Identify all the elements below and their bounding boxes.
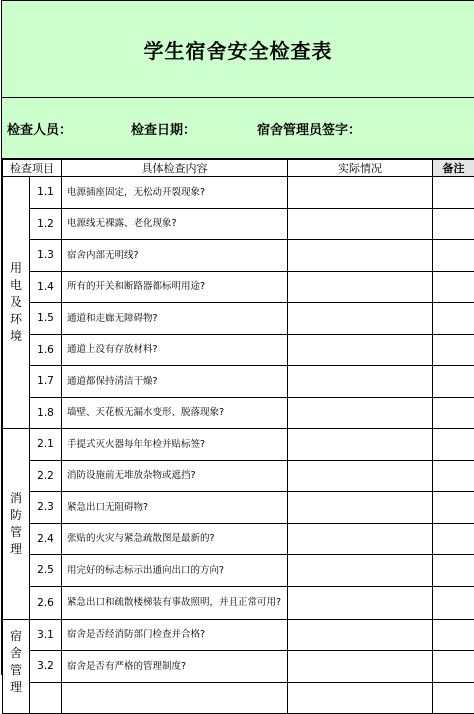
category-cell (3, 429, 30, 620)
note-cell[interactable] (433, 397, 474, 429)
item-content: 通道和走廊无障碍物? (62, 303, 288, 335)
actual-cell[interactable] (288, 208, 433, 240)
item-number: 1.1 (30, 177, 62, 209)
table-row (3, 397, 474, 429)
category-label: 消防管理 (9, 490, 23, 558)
manager-signature-label: 宿舍管理员签字： (257, 119, 361, 138)
item-content: 通道上没有存放材料? (62, 334, 288, 366)
item-number: 1.5 (30, 303, 62, 335)
category-cell (3, 619, 30, 714)
note-cell[interactable] (433, 619, 474, 651)
note-cell[interactable] (433, 429, 474, 461)
note-cell[interactable] (433, 682, 474, 714)
table-row (3, 366, 474, 398)
table-row (3, 334, 474, 366)
item-content: 张贴的火灾与紧急疏散图是最新的? (62, 523, 288, 555)
item-content: 宿舍是否经消防部门检查并合格? (62, 619, 288, 651)
item-number: 2.2 (30, 460, 62, 492)
item-content: 电源线无裸露、老化现象? (62, 208, 288, 240)
date-label: 检查日期： (131, 119, 196, 138)
item-number: 2.6 (30, 586, 62, 619)
item-content (62, 682, 288, 714)
actual-cell[interactable] (288, 492, 433, 524)
note-cell[interactable] (433, 555, 474, 587)
header-category: 检查项目 (3, 160, 62, 177)
page-title: 学生宿舍安全检查表 (144, 35, 333, 64)
table-header-row (3, 160, 474, 177)
note-cell[interactable] (433, 523, 474, 555)
note-cell[interactable] (433, 492, 474, 524)
actual-cell[interactable] (288, 460, 433, 492)
table-row (3, 651, 474, 683)
table-row (3, 460, 474, 492)
header-note: 备注 (433, 160, 474, 177)
item-number: 1.4 (30, 271, 62, 303)
table-row (3, 682, 474, 714)
note-cell[interactable] (433, 334, 474, 366)
item-content: 紧急出口和疏散楼梯装有事故照明，并且正常可用? (62, 586, 288, 619)
note-cell[interactable] (433, 208, 474, 240)
item-number: 3.1 (30, 619, 62, 651)
note-cell[interactable] (433, 177, 474, 209)
item-content: 手提式灭火器每年年检并贴标签? (62, 429, 288, 461)
note-cell[interactable] (433, 586, 474, 619)
item-number: 3.2 (30, 651, 62, 683)
actual-cell[interactable] (288, 429, 433, 461)
item-number: 2.5 (30, 555, 62, 587)
info-band (2, 98, 474, 159)
item-number: 1.6 (30, 334, 62, 366)
note-cell[interactable] (433, 303, 474, 335)
table-row (3, 177, 474, 209)
inspector-label: 检查人员： (7, 119, 72, 138)
table-row (3, 492, 474, 524)
header-content: 具体检查内容 (62, 160, 288, 177)
actual-cell[interactable] (288, 177, 433, 209)
actual-cell[interactable] (288, 271, 433, 303)
actual-cell[interactable] (288, 240, 433, 272)
table-row (3, 303, 474, 335)
item-number (30, 682, 62, 714)
item-content: 电源插座固定，无松动开裂现象? (62, 177, 288, 209)
item-content: 用完好的标志标示出通向出口的方向? (62, 555, 288, 587)
item-number: 1.8 (30, 397, 62, 429)
actual-cell[interactable] (288, 682, 433, 714)
note-cell[interactable] (433, 271, 474, 303)
actual-cell[interactable] (288, 334, 433, 366)
note-cell[interactable] (433, 366, 474, 398)
header-actual: 实际情况 (288, 160, 433, 177)
category-label: 用电及环境 (9, 260, 23, 345)
note-cell[interactable] (433, 460, 474, 492)
note-cell[interactable] (433, 240, 474, 272)
table-row (3, 586, 474, 619)
item-number: 1.3 (30, 240, 62, 272)
table-row (3, 240, 474, 272)
item-number: 2.3 (30, 492, 62, 524)
actual-cell[interactable] (288, 366, 433, 398)
item-number: 1.7 (30, 366, 62, 398)
actual-cell[interactable] (288, 303, 433, 335)
item-content: 消防设施前无堆放杂物或遮挡? (62, 460, 288, 492)
title-band (2, 0, 474, 98)
item-content: 紧急出口无阻碍物? (62, 492, 288, 524)
item-content: 墙壁、天花板无漏水变形、脱落现象? (62, 397, 288, 429)
note-cell[interactable] (433, 651, 474, 683)
item-number: 2.4 (30, 523, 62, 555)
item-content: 宿舍是否有严格的管理制度? (62, 651, 288, 683)
inspection-sheet (1, 0, 474, 675)
item-number: 2.1 (30, 429, 62, 461)
item-content: 通道都保持清洁干燥? (62, 366, 288, 398)
actual-cell[interactable] (288, 523, 433, 555)
table-row (3, 429, 474, 461)
item-number: 1.2 (30, 208, 62, 240)
actual-cell[interactable] (288, 397, 433, 429)
actual-cell[interactable] (288, 651, 433, 683)
category-cell (3, 177, 30, 429)
item-content: 所有的开关和断路器都标明用途? (62, 271, 288, 303)
actual-cell[interactable] (288, 586, 433, 619)
table-row (3, 619, 474, 651)
actual-cell[interactable] (288, 619, 433, 651)
inspection-table (2, 159, 474, 714)
table-row (3, 208, 474, 240)
actual-cell[interactable] (288, 555, 433, 587)
category-label: 宿舍管理 (9, 628, 23, 696)
item-content: 宿舍内部无明线? (62, 240, 288, 272)
table-row (3, 271, 474, 303)
table-row (3, 555, 474, 587)
table-row (3, 523, 474, 555)
